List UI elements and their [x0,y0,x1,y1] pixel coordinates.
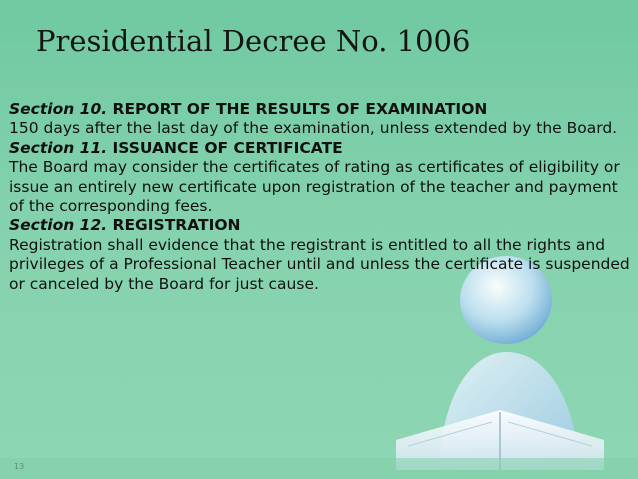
section-body: 150 days after the last day of the examination, unless extended by the Board. [9,119,618,138]
section-title: REGISTRATION [112,216,241,235]
slide-content [9,100,634,294]
section-body: Registration shall evidence that the registrant is entitled to all the rights and privileges of a Professional Teacher until and unless the certificate is suspended or canceled by the Board for just cause. [9,235,630,293]
section-12 [9,216,634,294]
section-title: REPORT OF THE RESULTS OF EXAMINATION [112,100,488,118]
section-heading [9,139,343,157]
page-number: 13 [14,462,25,471]
section-11 [9,139,634,217]
section-heading [9,100,487,118]
section-body: The Board may consider the certificates of rating as certificates of eligibility or issue an entirely new certificate upon registration of the teacher and payment of the corresponding fees. [9,158,620,216]
section-10 [9,100,634,139]
section-title: ISSUANCE OF CERTIFICATE [112,138,343,157]
section-number: Section 11. [9,138,108,157]
slide-title: Presidential Decree No. 1006 [36,24,471,58]
section-number: Section 12. [9,216,108,235]
section-heading [9,216,241,234]
section-number: Section 10. [9,100,108,118]
